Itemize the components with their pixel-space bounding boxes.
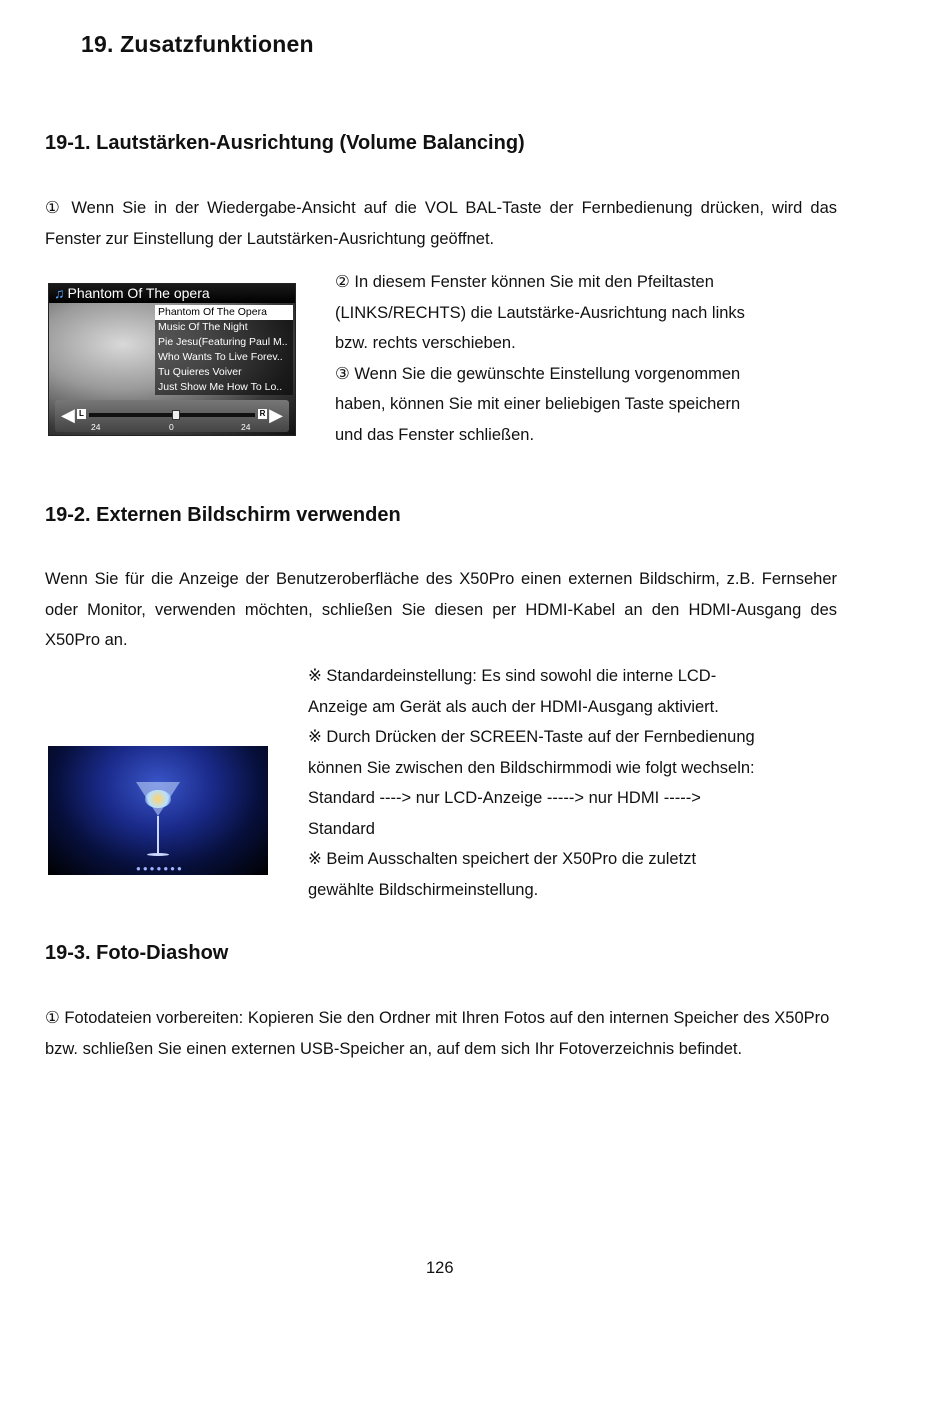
section-heading-19-3: 19-3. Foto-Diashow [45,942,229,964]
glass-liquid [145,790,171,808]
track-item: Tu Quieres Voiver [155,365,293,380]
text-line: können Sie zwischen den Bildschirmmodi wie folgt wechseln: [308,758,755,777]
page-number: 126 [426,1259,454,1277]
text-line: und das Fenster schließen. [335,425,535,444]
balance-knob [172,410,180,420]
track-item: Music Of The Night [155,320,293,335]
text-line: bzw. rechts verschieben. [335,334,516,352]
glass-base [147,853,169,856]
volume-balance-screenshot [48,283,296,436]
text-line: Standard ----> nur LCD-Anzeige -----> nur HDMI -----> [308,789,701,807]
scale-right: 24 [241,422,251,432]
paragraph-19-3-intro: ① Fotodateien vorbereiten: Kopieren Sie den Ordner mit Ihren Fotos auf den internen Speicher des X50Pro bzw. schließen Sie einen externen USB-Speicher an, auf dem sich Ihr Fotoverzeichnis befindet. [45,1009,830,1058]
text-line: Anzeige am Gerät als auch der HDMI-Ausgang aktiviert. [308,697,719,716]
page-indicator-dots: ●●●●●●● [136,864,184,873]
glass-stem [157,816,159,854]
track-item: Pie Jesu(Featuring Paul M.. [155,335,293,350]
cocktail-screen-screenshot [48,746,268,875]
track-item: Just Show Me How To Lo.. [155,380,293,395]
text-line: ※ Durch Drücken der SCREEN-Taste auf der Fernbedienung [308,728,755,746]
text-line: Standard [308,819,375,838]
paragraph-19-2-intro: Wenn Sie für die Anzeige der Benutzeroberfläche des X50Pro einen externen Bildschirm, z.B. Fernseher oder Monitor, verwenden möchten, schließen Sie diesen per HDMI-Kabel an den HDMI-Ausgang des X50Pro an. [45,570,837,649]
paragraph-19-2-notes [308,661,828,905]
text-line: ※ Beim Ausschalten speichert der X50Pro die zuletzt [308,850,697,868]
text-line: gewählte Bildschirmeinstellung. [308,880,539,899]
text-line: ③ Wenn Sie die gewünschte Einstellung vorgenommen [335,364,741,383]
section-heading-19-1: 19-1. Lautstärken-Ausrichtung (Volume Balancing) [45,132,525,154]
track-list [155,305,293,395]
track-item: Who Wants To Live Forev.. [155,350,293,365]
speaker-left-icon: ◀ [61,405,75,425]
text-line: (LINKS/RECHTS) die Lautstärke-Ausrichtung nach links [335,303,745,322]
paragraph-19-1-steps [335,267,805,450]
section-heading-19-2: 19-2. Externen Bildschirm verwenden [45,504,401,526]
music-note-icon: ♫ [54,285,65,301]
paragraph-19-1-intro: ① Wenn Sie in der Wiedergabe-Ansicht auf die VOL BAL-Taste der Fernbedienung drücken, wird das Fenster zur Einstellung der Lautstärken-Ausrichtung geöffnet. [45,199,837,248]
speaker-right-icon: ▶ [269,405,283,425]
track-item-selected: Phantom Of The Opera [155,305,293,320]
scale-mid: 0 [169,422,174,432]
left-badge: L [77,409,86,419]
screen-title: Phantom Of The opera [67,285,210,301]
scale-left: 24 [91,422,101,432]
text-line: ② In diesem Fenster können Sie mit den Pfeiltasten [335,273,714,291]
text-line: ※ Standardeinstellung: Es sind sowohl die interne LCD- [308,667,717,685]
text-line: haben, können Sie mit einer beliebigen Taste speichern [335,395,741,413]
screen-titlebar [49,284,295,303]
page-title: 19. Zusatzfunktionen [81,31,314,57]
volume-balance-bar [55,400,289,432]
right-badge: R [259,409,266,418]
